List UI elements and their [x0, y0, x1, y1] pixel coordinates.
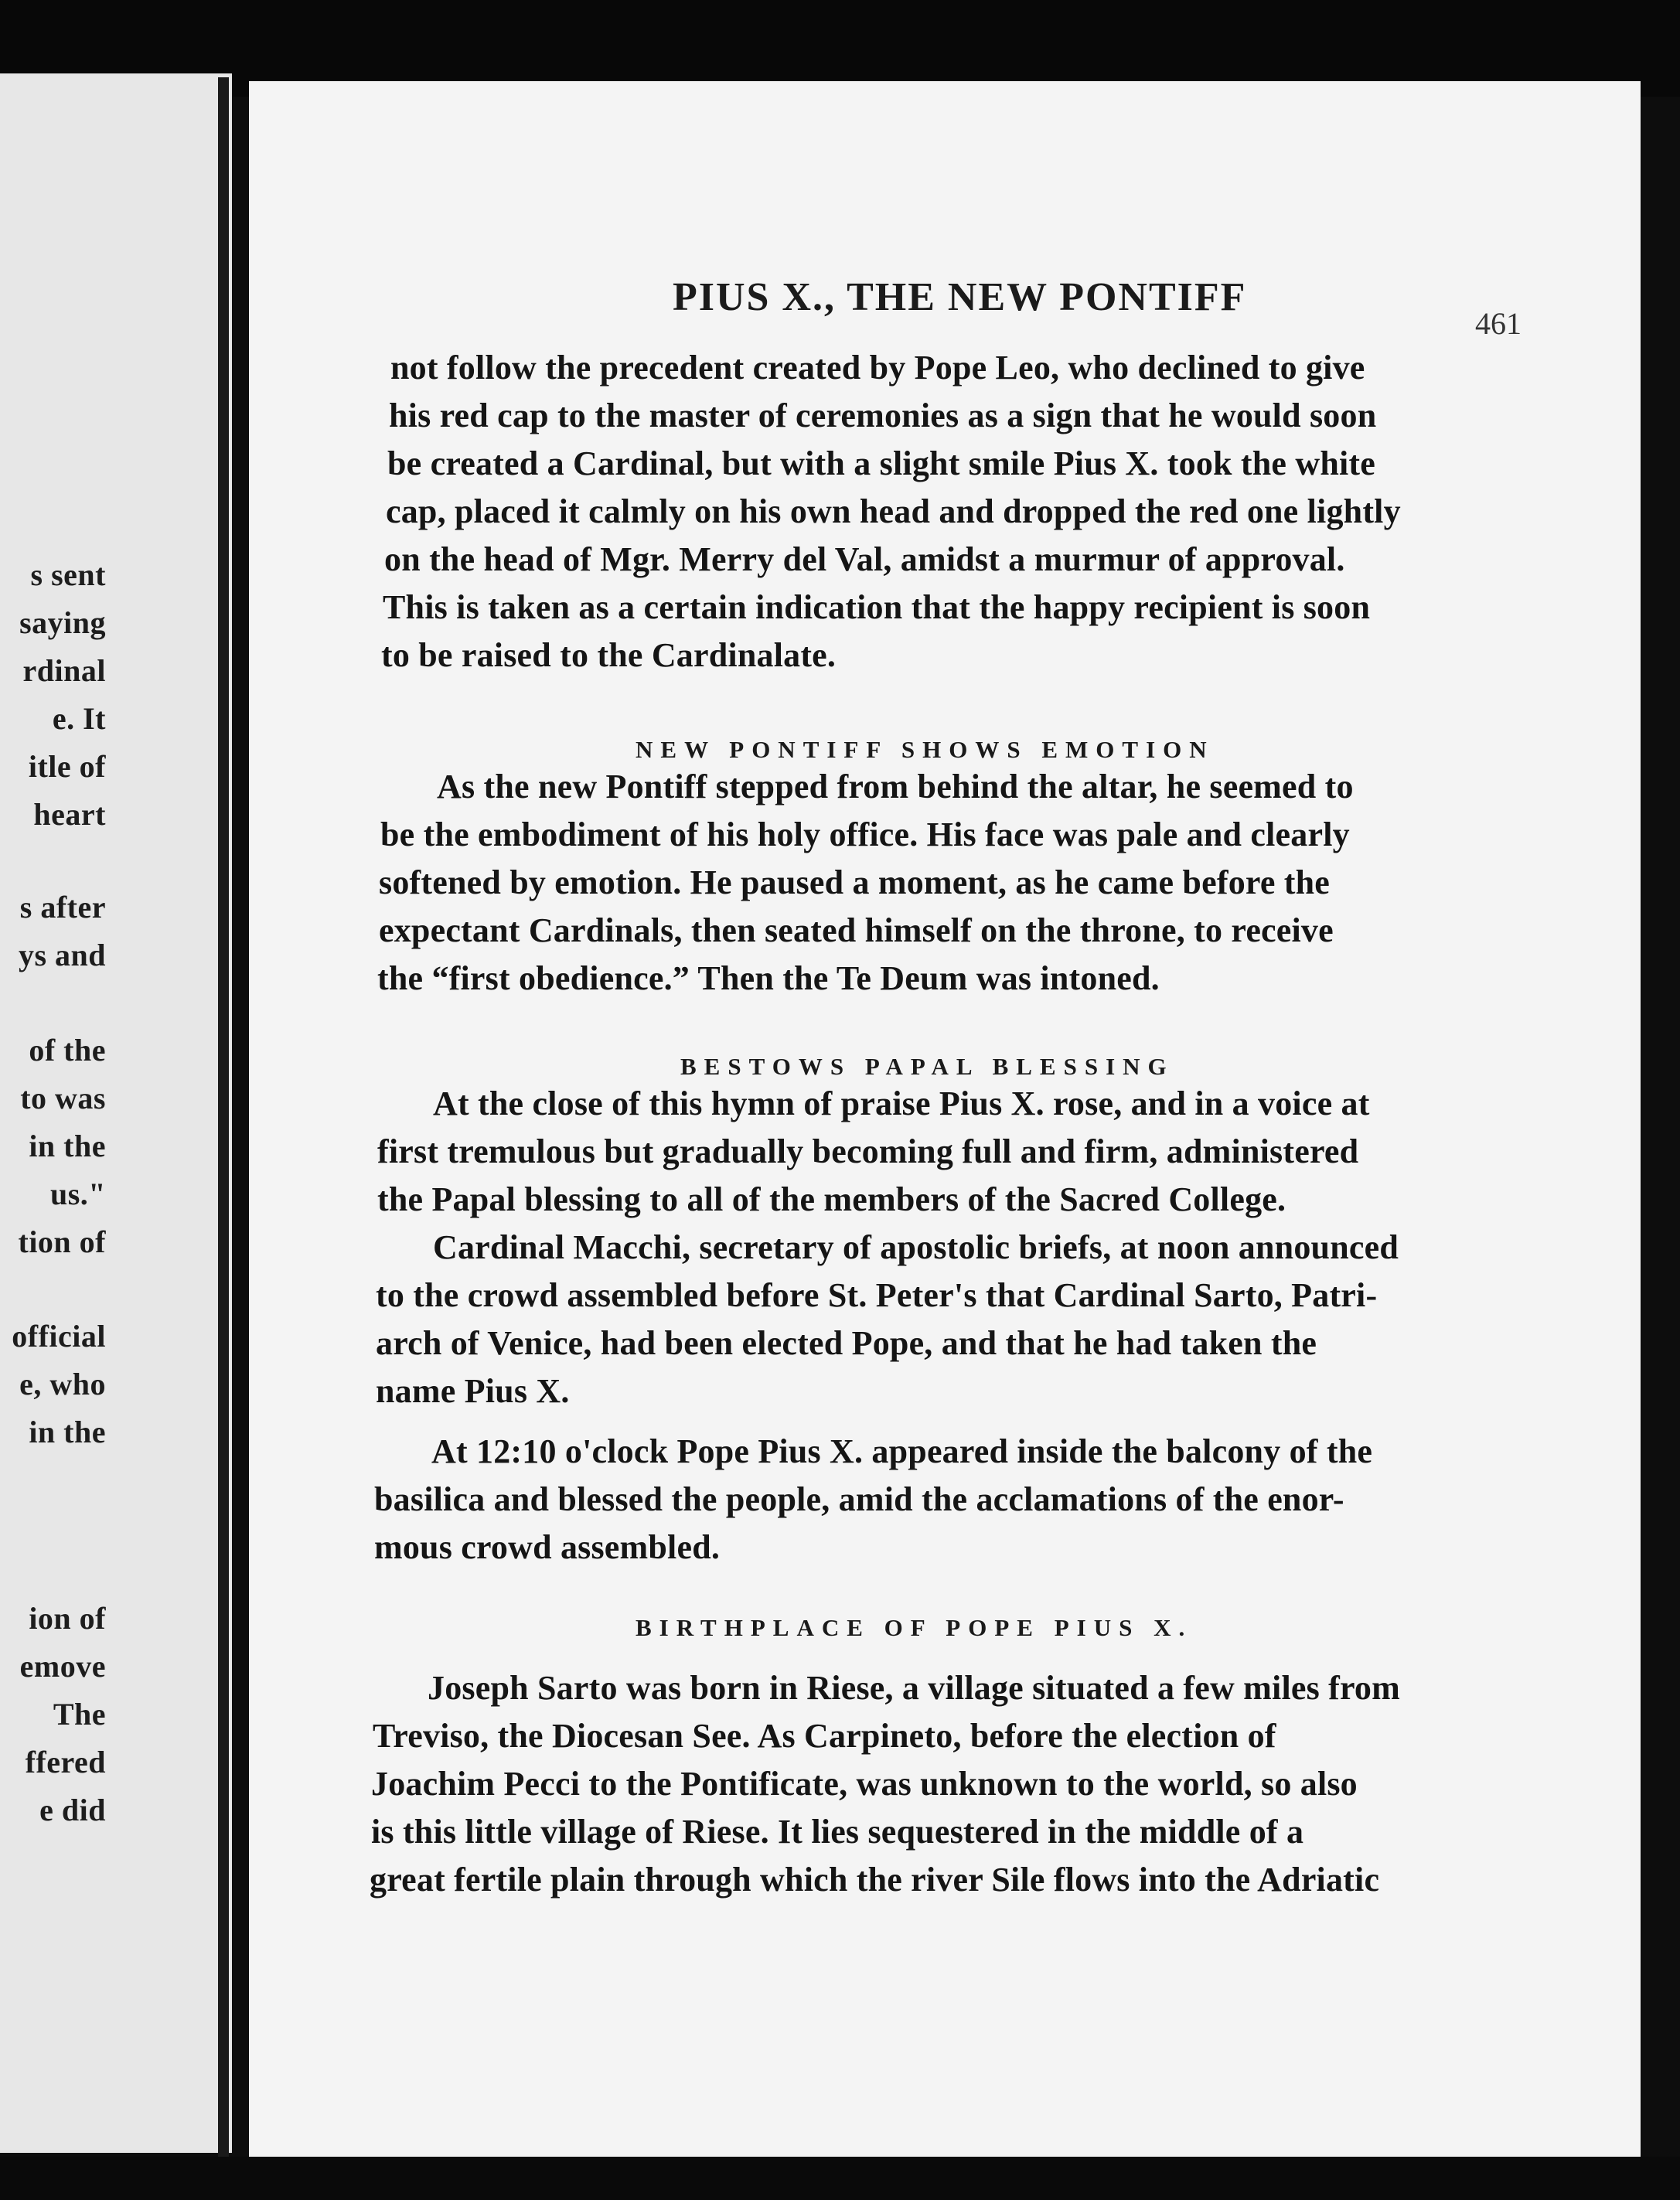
- text-line: Joseph Sarto was born in Riese, a village situated a few miles from: [428, 1669, 1400, 1707]
- left-page: [0, 73, 232, 2153]
- text-line: basilica and blessed the people, amid the acclamations of the enor-: [374, 1480, 1344, 1518]
- left-line-fragment: official: [12, 1319, 106, 1354]
- text-line: the “first obedience.” Then the Te Deum was intoned.: [377, 959, 1160, 997]
- left-line-fragment: ffered: [25, 1745, 106, 1779]
- text-line: is this little village of Riese. It lies sequestered in the middle of a: [371, 1813, 1304, 1851]
- left-line-fragment: us.": [49, 1177, 106, 1211]
- text-line: on the head of Mgr. Merry del Val, amidst a murmur of approval.: [384, 540, 1345, 578]
- text-line: arch of Venice, had been elected Pope, and that he had taken the: [376, 1324, 1317, 1362]
- text-line: be created a Cardinal, but with a slight smile Pius X. took the white: [387, 444, 1376, 482]
- text-line: his red cap to the master of ceremonies as a sign that he would soon: [389, 397, 1377, 434]
- left-line-fragment: The: [53, 1697, 106, 1732]
- text-line: first tremulous but gradually becoming full and firm, administered: [377, 1132, 1359, 1170]
- scan-border-bottom: [0, 2157, 1680, 2200]
- running-head: PIUS X., THE NEW PONTIFF: [673, 275, 1247, 319]
- text-line: cap, placed it calmly on his own head and dropped the red one lightly: [386, 492, 1401, 530]
- text-line: to be raised to the Cardinalate.: [381, 636, 837, 674]
- left-line-fragment: of the: [29, 1033, 106, 1068]
- left-line-fragment: s sent: [30, 557, 106, 592]
- left-line-fragment: e, who: [19, 1367, 106, 1401]
- text-line: expectant Cardinals, then seated himself on the throne, to receive: [379, 911, 1334, 949]
- text-line: the Papal blessing to all of the members of the Sacred College.: [377, 1180, 1286, 1218]
- left-line-fragment: rdinal: [22, 653, 106, 688]
- left-line-fragment: in the: [29, 1415, 106, 1449]
- left-line-fragment: saying: [19, 605, 106, 640]
- section-heading: BESTOWS PAPAL BLESSING: [680, 1053, 1174, 1080]
- page-number: 461: [1475, 306, 1522, 341]
- text-line: At the close of this hymn of praise Pius X. rose, and in a voice at: [433, 1085, 1370, 1122]
- text-line: At 12:10 o'clock Pope Pius X. appeared inside the balcony of the: [431, 1432, 1373, 1470]
- text-line: to the crowd assembled before St. Peter's that Cardinal Sarto, Patri-: [376, 1276, 1378, 1314]
- section-heading: NEW PONTIFF SHOWS EMOTION: [636, 736, 1215, 763]
- text-line: be the embodiment of his holy office. His face was pale and clearly: [380, 816, 1350, 853]
- left-line-fragment: itle of: [28, 749, 106, 784]
- text-line: name Pius X.: [376, 1372, 570, 1410]
- page-gutter: [218, 77, 229, 2157]
- text-line: softened by emotion. He paused a moment, as he came before the: [379, 863, 1331, 901]
- left-line-fragment: ys and: [18, 938, 106, 972]
- text-line: Treviso, the Diocesan See. As Carpineto, before the election of: [373, 1717, 1276, 1755]
- text-line: not follow the precedent created by Pope Leo, who declined to give: [390, 349, 1365, 387]
- left-line-fragment: in the: [29, 1129, 106, 1163]
- left-line-fragment: to was: [20, 1081, 106, 1115]
- left-line-fragment: s after: [19, 890, 106, 925]
- section-heading: BIRTHPLACE OF POPE PIUS X.: [636, 1614, 1193, 1641]
- text-line: great fertile plain through which the river Sile flows into the Adriatic: [370, 1861, 1380, 1899]
- left-line-fragment: e did: [39, 1793, 106, 1827]
- text-line: Joachim Pecci to the Pontificate, was unknown to the world, so also: [371, 1765, 1358, 1803]
- left-line-fragment: tion of: [18, 1224, 106, 1259]
- left-line-fragment: heart: [33, 797, 106, 832]
- text-line: This is taken as a certain indication that the happy recipient is soon: [383, 588, 1371, 626]
- text-line: mous crowd assembled.: [374, 1528, 721, 1566]
- text-line: As the new Pontiff stepped from behind the altar, he seemed to: [437, 768, 1354, 805]
- left-line-fragment: ion of: [29, 1601, 106, 1636]
- left-line-fragment: e. It: [52, 701, 106, 736]
- text-line: Cardinal Macchi, secretary of apostolic briefs, at noon announced: [433, 1228, 1399, 1266]
- left-line-fragment: emove: [19, 1649, 106, 1684]
